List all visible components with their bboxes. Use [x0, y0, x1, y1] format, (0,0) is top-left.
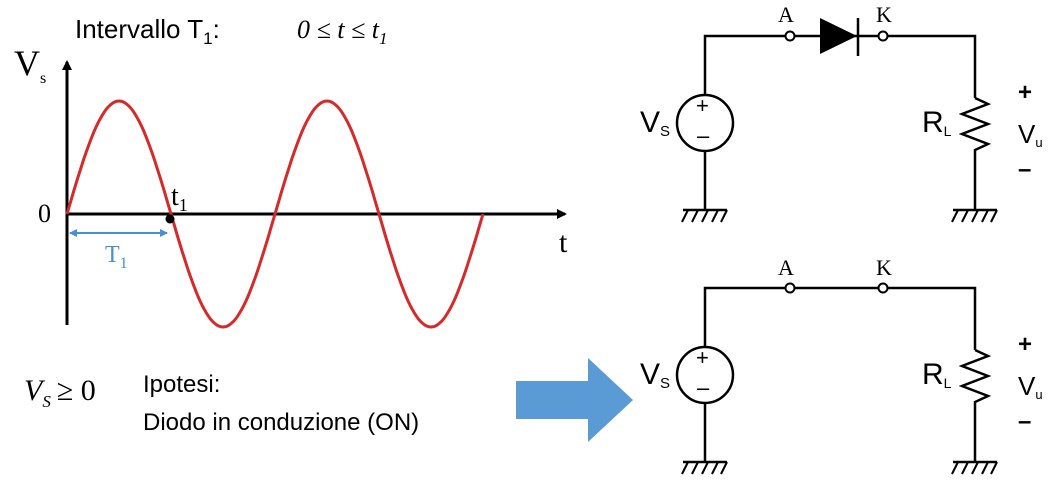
node-k-label: K: [876, 2, 892, 27]
output-label: Vu: [1018, 371, 1043, 402]
circuit-top: [640, 2, 1043, 222]
svg-text:–: –: [697, 123, 710, 148]
hypothesis-condition: $V_S \ge 0$: [24, 374, 96, 411]
output-minus: –: [1018, 156, 1032, 183]
svg-text:+: +: [696, 93, 709, 118]
output-label: Vu: [1018, 119, 1043, 150]
resistor: [962, 98, 988, 210]
hypothesis-heading: Ipotesi:: [143, 371, 221, 398]
svg-text:–: –: [697, 375, 710, 400]
ground-icon: [682, 462, 727, 474]
resistor: [962, 350, 988, 462]
diode: [820, 18, 858, 56]
title-condition: $0 \le t \le t_1$: [297, 15, 388, 48]
output-plus: +: [1018, 79, 1033, 106]
node-a-label: A: [778, 2, 794, 27]
source-label: VS: [640, 358, 671, 392]
output-minus: –: [1018, 408, 1032, 435]
node-k-label: K: [876, 255, 892, 280]
svg-text:+: +: [696, 345, 709, 370]
node-a-label: A: [778, 255, 794, 280]
transition-arrow: [516, 358, 633, 442]
voltage-source: [677, 345, 733, 403]
ground-icon: [952, 210, 997, 222]
t1-label: $t_1$: [171, 181, 188, 215]
circuit-bottom: [640, 255, 1043, 474]
node-a-terminal: [786, 284, 795, 293]
voltage-source: [677, 93, 733, 151]
t1-interval-label: $T_1$: [105, 242, 128, 272]
node-k-terminal: [879, 32, 888, 41]
y-axis-label: $V_s$: [14, 43, 47, 87]
source-label: VS: [640, 106, 671, 140]
t1-point: [166, 215, 175, 224]
resistor-label: RL: [922, 358, 952, 391]
node-a-terminal: [786, 32, 795, 41]
ground-icon: [952, 462, 997, 474]
ground-icon: [682, 210, 727, 222]
resistor-label: RL: [922, 106, 952, 139]
origin-label: 0: [38, 199, 51, 228]
hypothesis-text: Diodo in conduzione (ON): [143, 409, 420, 436]
x-axis-label: t: [559, 226, 568, 259]
node-k-terminal: [879, 284, 888, 293]
output-plus: +: [1018, 331, 1033, 358]
title-text: Intervallo $T_1$:: [75, 14, 220, 48]
